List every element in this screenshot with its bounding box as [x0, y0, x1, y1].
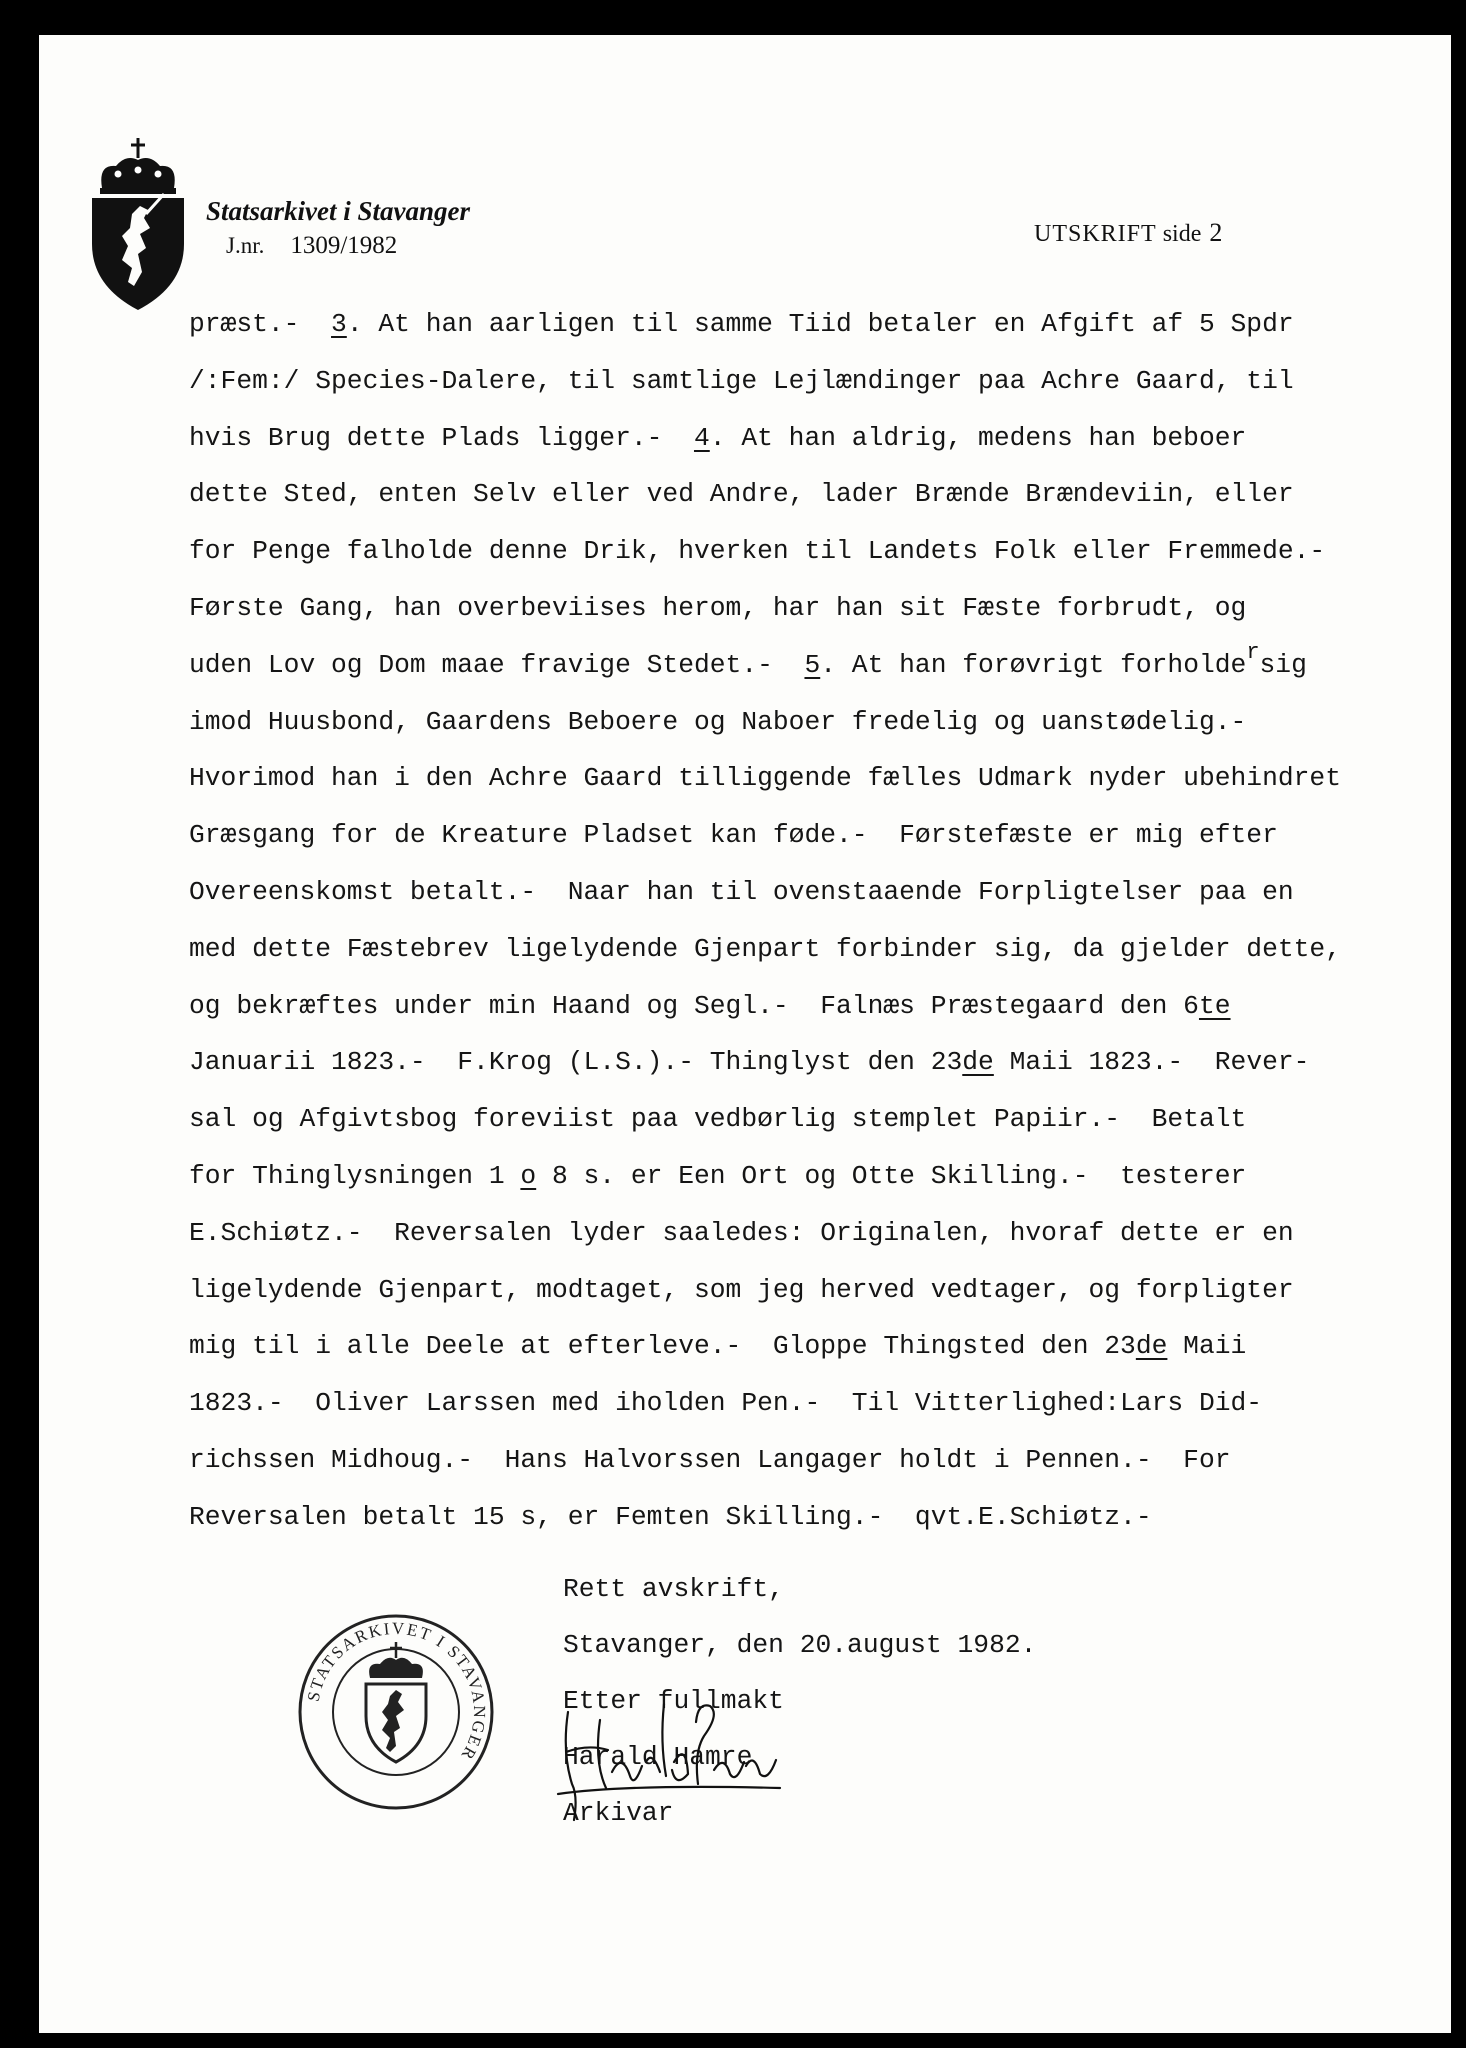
text-line: E.Schiøtz.- Reversalen lyder saaledes: Originalen, hvoraf dette er en: [189, 1217, 1294, 1248]
coat-of-arms-icon: [88, 136, 188, 312]
institution-name: Statsarkivet i Stavanger: [206, 196, 471, 226]
page-indicator: [1034, 218, 1222, 248]
signer-name: Harald Hamre: [563, 1742, 753, 1772]
text-line: med dette Fæstebrev ligelydende Gjenpart forbinder sig, da gjelder dette,: [189, 933, 1341, 964]
text-line: Første Gang, han overbeviises herom, har han sit Fæste forbrudt, og: [189, 592, 1247, 623]
certification-line: Rett avskrift,: [563, 1574, 784, 1604]
signer-title: Arkivar: [563, 1798, 674, 1828]
copy-label: UTSKRIFT: [1034, 221, 1157, 247]
text-line: sal og Afgivtsbog foreviist paa vedbørlig stemplet Papiir.- Betalt: [189, 1104, 1247, 1135]
text-line: Græsgang for de Kreature Pladset kan føde.- Førstefæste er mig efter: [189, 820, 1278, 851]
text-line: Hvorimod han i den Achre Gaard tilliggende fælles Udmark nyder ubehindret: [189, 763, 1341, 794]
text-line: dette Sted, enten Selv eller ved Andre, lader Brænde Brændeviin, eller: [189, 479, 1294, 510]
text-line: uden Lov og Dom maae fravige Stedet.- 5. At han forøvrigt forholde$^r$sig: [189, 639, 1307, 680]
journal-number-value: 1309/1982: [290, 232, 398, 259]
text-line: Overeenskomst betalt.- Naar han til ovenstaaende Forpligtelser paa en: [189, 876, 1294, 907]
page-label: side: [1162, 221, 1202, 247]
text-line: for Thinglysningen 1 o 8 s. er Een Ort og Otte Skilling.- testerer: [189, 1160, 1247, 1191]
text-line: /:Fem:/ Species-Dalere, til samtlige Lejlændinger paa Achre Gaard, til: [189, 365, 1294, 396]
place-date-line: Stavanger, den 20.august 1982.: [563, 1630, 1037, 1660]
journal-number-label: J.nr.: [226, 233, 265, 258]
page-number: 2: [1209, 218, 1223, 247]
text-line: ligelydende Gjenpart, modtaget, som jeg herved vedtager, og forpligter: [189, 1274, 1294, 1305]
archive-seal-stamp: [296, 1612, 496, 1812]
text-line: imod Huusbond, Gaardens Beboere og Naboer fredelig og uanstødelig.-: [189, 706, 1247, 737]
text-line: mig til i alle Deele at efterleve.- Gloppe Thingsted den 23de Maii: [189, 1331, 1247, 1362]
journal-number: [226, 232, 397, 260]
handwritten-signature: [548, 1692, 788, 1842]
text-line: 1823.- Oliver Larssen med iholden Pen.- Til Vitterlighed:Lars Did-: [189, 1388, 1263, 1419]
text-line: hvis Brug dette Plads ligger.- 4. At han aldrig, medens han beboer: [189, 422, 1247, 453]
text-line: richssen Midhoug.- Hans Halvorssen Langager holdt i Pennen.- For: [189, 1444, 1231, 1475]
text-line: Januarii 1823.- F.Krog (L.S.).- Thinglyst den 23de Maii 1823.- Rever-: [189, 1047, 1310, 1078]
text-line: Reversalen betalt 15 s, er Femten Skilling.- qvt.E.Schiøtz.-: [189, 1501, 1152, 1532]
text-line: for Penge falholde denne Drik, hverken til Landets Folk eller Fremmede.-: [189, 536, 1326, 567]
authority-line: Etter fullmakt: [563, 1686, 784, 1716]
seal-ring-text: STATSARKIVET I STAVANGER: [303, 1618, 490, 1765]
transcript-body: [189, 296, 1429, 1546]
text-line: og bekræftes under min Haand og Segl.- Falnæs Præstegaard den 6te: [189, 990, 1231, 1021]
text-line: præst.- 3. At han aarligen til samme Tiid betaler en Afgift af 5 Spdr: [189, 309, 1294, 339]
